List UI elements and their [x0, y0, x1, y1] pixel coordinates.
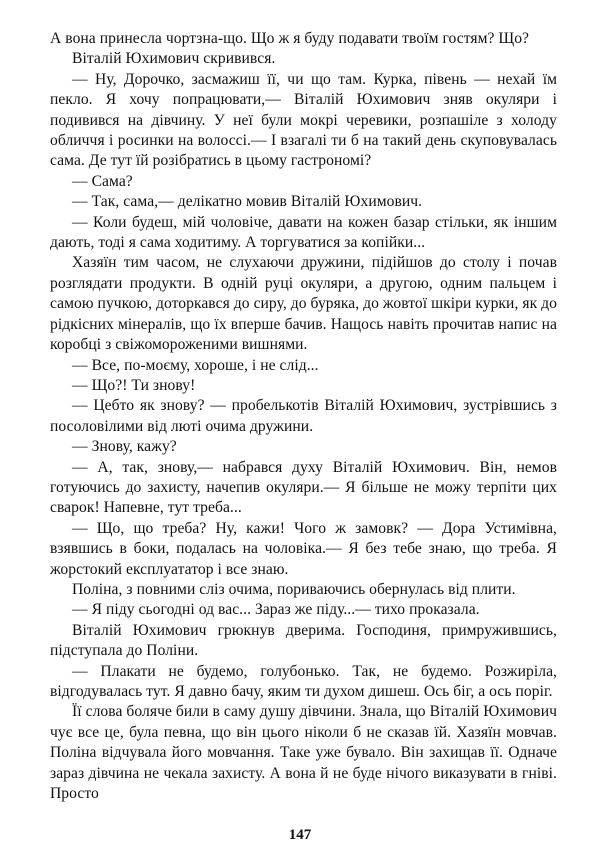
paragraph-15: — Я піду сьогодні од вас... Зараз же піду...— тихо проказала. [72, 601, 480, 619]
paragraph-17: — Плакати не будемо, голубонько. Так, не будемо. Розжиріла, відгодувалась тут. Я давно бачу, яким ти духом дишеш. Ось біг, а ось поріг. [50, 662, 557, 700]
paragraph-13: — Що, що треба? Ну, кажи! Чого ж замовк? — Дора Устимівна, взявшись в боки, подалась на чоловіка.— Я без тебе знаю, що треба. Я жорстокий експлуататор і все знаю. [50, 519, 557, 578]
paragraph-14: Поліна, з повними сліз очима, пориваючись обернулась від плити. [72, 580, 516, 598]
paragraph-7: Хазяїн тим часом, не слухаючи дружини, підійшов до столу і почав розглядати продукти. В одній руці окуляри, а другою, одним пальцем і самою пучкою, доторкався до сиру, до буряка, до жовтої шкіри курки, як до рідкісних мінералів, що їх вперше бачив. Нащось навіть прочитав напис на коробці з свіжомороженими вишнями. [50, 254, 557, 354]
paragraph-12: — А, так, знову,— набрався духу Віталій Юхимович. Він, немов готуючись до захисту, начепив окуляри.— Я більше не можу терпіти цих сварок! Напевне, тут треба... [50, 458, 557, 517]
paragraph-1: А вона принесла чортзна-що. Що ж я буду подавати твоїм гостям? Що? [50, 30, 530, 47]
paragraph-2: Віталій Юхимович скривився. [72, 50, 276, 68]
paragraph-6: — Коли будеш, мій чоловіче, давати на кожен базар стільки, як іншим дають, тоді я сама ходитиму. А торгуватися за копійки... [50, 213, 557, 252]
paragraph-10: — Цебто як знову? — пробелькотів Віталій Юхимович, зустрівшись з посоловілими від люті очима дружини. [50, 397, 557, 435]
paragraph-11: — Знову, кажу? [72, 438, 177, 456]
paragraph-5: — Так, сама,— делікатно мовив Віталій Юхимович. [72, 193, 423, 211]
paragraph-8: — Все, по-моєму, хороше, і не слід... [72, 356, 319, 374]
paragraph-18: Її слова боляче били в саму душу дівчини. Знала, що Віталій Юхимович чує все це, була певна, що він цього ніколи б не сказав їй. Хазяїн мовчав. Поліна відчувала його мовчання. Таке уже бувало. Він захищав її. Одначе зараз дівчина не чекала захисту. А вона й не буде нічого виказувати в гніві. Просто [50, 703, 557, 803]
page-text [50, 29, 557, 804]
paragraph-9: — Що?! Ти знову! [72, 376, 196, 394]
paragraph-16: Віталій Юхимович грюкнув дверима. Господиня, примружившись, підступала до Поліни. [50, 621, 557, 660]
paragraph-4: — Сама? [72, 172, 133, 190]
page-number: 147 [288, 827, 312, 843]
paragraph-3: — Ну, Дорочко, засмажиш її, чи що там. Курка, півень — нехай їм пекло. Я хочу попрацювати,— Віталій Юхимович зняв окуляри і подивився на дівчину. У неї були мокрі черевики, розпашіле з холоду обличчя і росинки на волоссі.— І взагалі ти б на такий день скуповувалась сама. Де тут їй розібратись в цьому гастрономі? [50, 70, 557, 170]
